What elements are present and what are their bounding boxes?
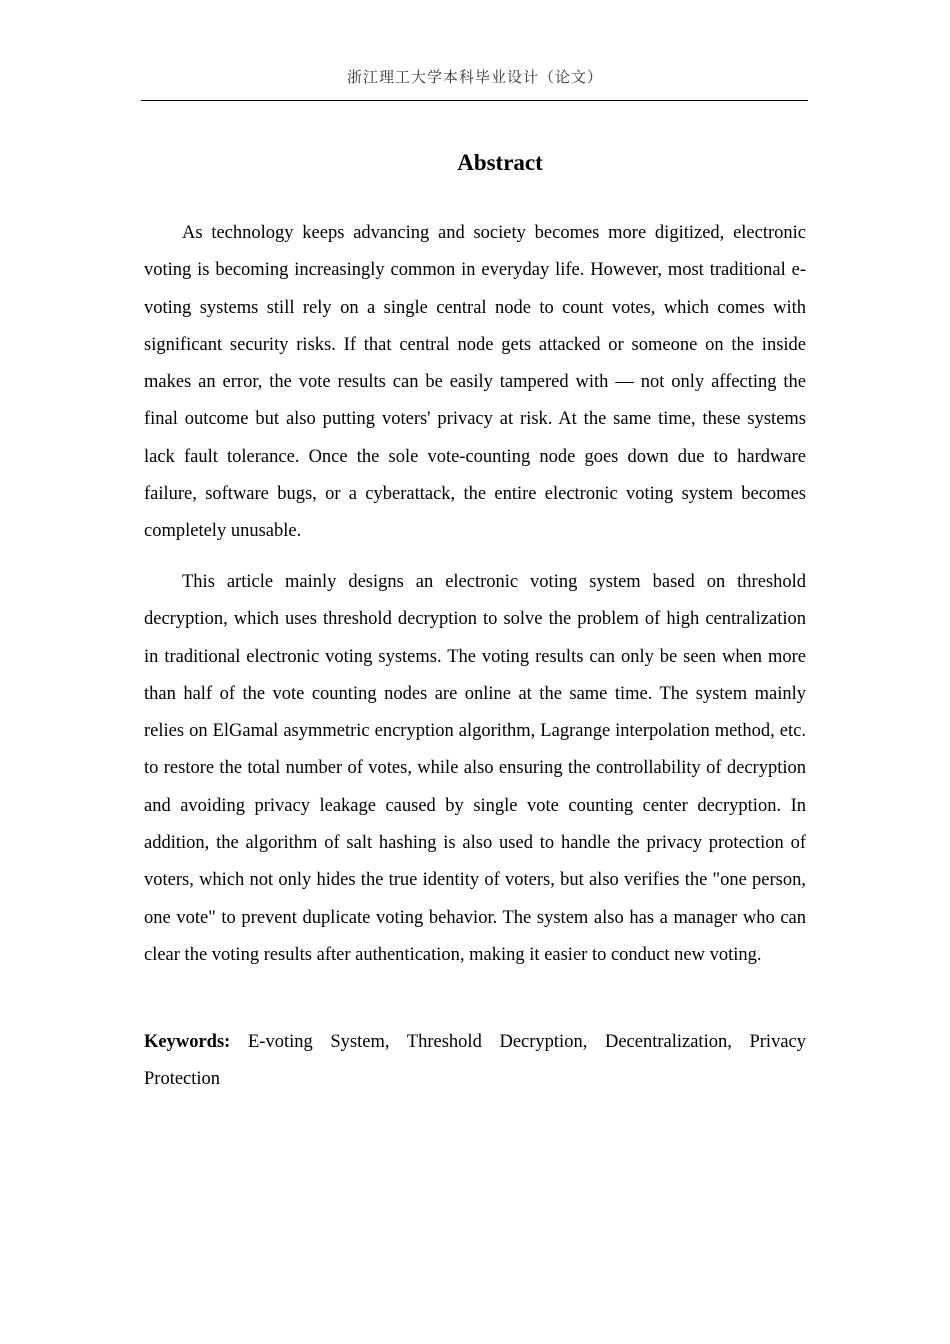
abstract-title: Abstract: [457, 150, 543, 175]
keywords-line: [144, 1024, 806, 1099]
page-header: 浙江理工大学本科毕业设计（论文）: [346, 68, 603, 86]
abstract-paragraph-1: As technology keeps advancing and society becomes more digitized, electronic voting is becoming increasingly common in everyday life. However, most traditional e-voting systems still rely on a single central node to count votes, which comes with significant security risks. If that central node gets attacked or someone on the inside makes an error, the vote results can be easily tampered with — not only affecting the final outcome but also putting voters' privacy at risk. At the same time, these systems lack fault tolerance. Once the sole vote-counting node goes down due to hardware failure, software bugs, or a cyberattack, the entire electronic voting system becomes completely unusable.: [144, 223, 806, 542]
header-rule: [141, 100, 808, 101]
keywords-list: E-voting System, Threshold Decryption, Decentralization, Privacy Protection: [144, 1032, 806, 1090]
keywords-label: Keywords:: [144, 1032, 231, 1052]
abstract-paragraph-2: This article mainly designs an electronic voting system based on threshold decryption, which uses threshold decryption to solve the problem of high centralization in traditional electronic voting systems. The voting results can only be seen when more than half of the vote counting nodes are online at the same time. The system mainly relies on ElGamal asymmetric encryption algorithm, Lagrange interpolation method, etc. to restore the total number of votes, while also ensuring the controllability of decryption and avoiding privacy leakage caused by single vote counting center decryption. In addition, the algorithm of salt hashing is also used to handle the privacy protection of voters, which not only hides the true identity of voters, but also verifies the "one person, one vote" to prevent duplicate voting behavior. The system also has a manager who can clear the voting results after authentication, making it easier to conduct new voting.: [144, 572, 806, 965]
